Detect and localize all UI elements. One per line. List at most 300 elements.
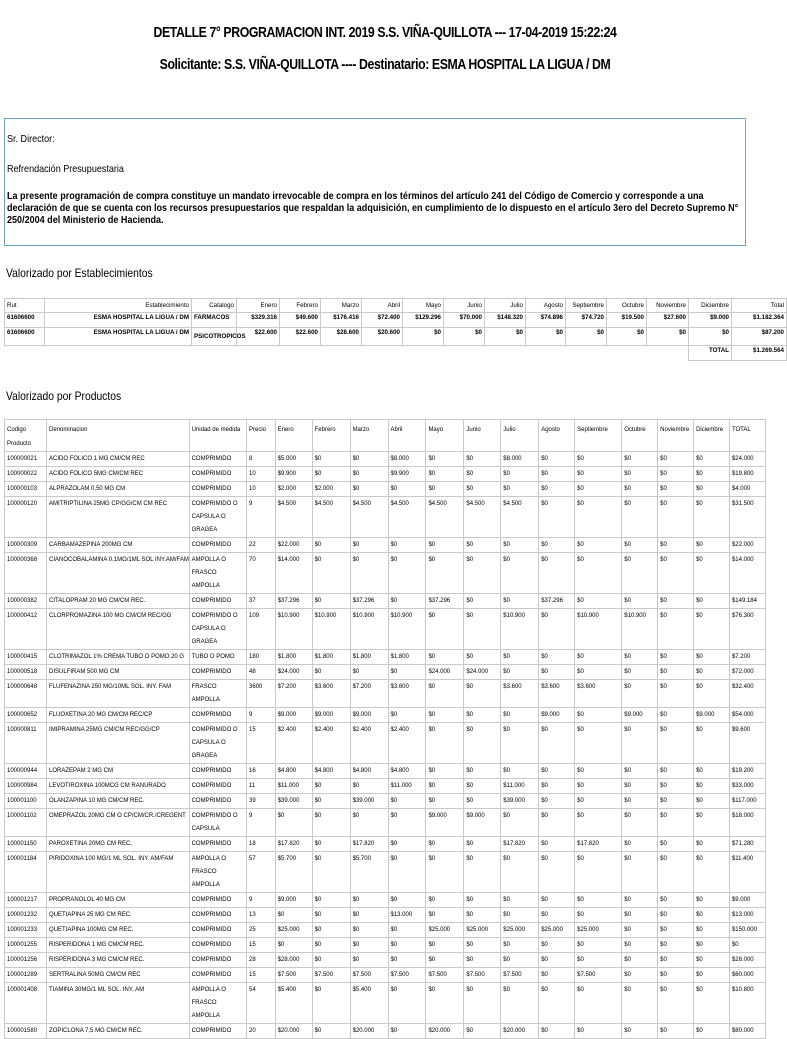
estab-header-cell: Junio bbox=[444, 299, 485, 313]
product-cell: $1.800 bbox=[350, 650, 388, 665]
estab-empty-cell bbox=[647, 346, 689, 361]
estab-cell: $74.720 bbox=[566, 313, 607, 328]
product-cell: $0 bbox=[464, 908, 501, 923]
product-cell: $4.800 bbox=[312, 764, 350, 779]
product-cell: COMPRIMIDO bbox=[189, 794, 246, 809]
product-cell: ACIDO FOLICO 1 MG CM/CM REC bbox=[47, 452, 190, 467]
estab-cell: ESMA HOSPITAL LA LIGUA / DM bbox=[45, 313, 192, 328]
product-cell: $0 bbox=[539, 837, 575, 852]
product-cell: PROPRANOLOL 40 MG CM bbox=[47, 893, 190, 908]
product-cell: $3.600 bbox=[388, 680, 426, 708]
product-cell: $25.000 bbox=[464, 923, 501, 938]
product-cell: $0 bbox=[388, 809, 426, 837]
product-cell: $0 bbox=[622, 452, 658, 467]
product-row bbox=[5, 497, 766, 538]
product-cell: 57 bbox=[247, 852, 276, 893]
estab-cell: 61606600 bbox=[5, 328, 45, 346]
products-table bbox=[4, 419, 766, 1039]
product-cell: 100001256 bbox=[5, 953, 47, 968]
product-cell: $0 bbox=[350, 538, 388, 553]
product-cell: $37.296 bbox=[350, 594, 388, 609]
product-cell: $0 bbox=[694, 680, 730, 708]
estab-total-value: $1.269.564 bbox=[732, 346, 787, 361]
product-cell: $9.000 bbox=[426, 809, 464, 837]
product-cell: $39.000 bbox=[501, 794, 539, 809]
estab-header-cell: Noviembre bbox=[647, 299, 689, 313]
product-cell: $0 bbox=[658, 708, 694, 723]
product-cell: COMPRIMIDO bbox=[189, 764, 246, 779]
product-cell: $19.200 bbox=[729, 764, 765, 779]
product-cell: 100000984 bbox=[5, 779, 47, 794]
product-cell: $10.800 bbox=[729, 983, 765, 1024]
estab-empty-cell bbox=[526, 346, 566, 361]
estab-cell: $129.296 bbox=[403, 313, 444, 328]
product-cell: $0 bbox=[388, 893, 426, 908]
product-cell: $117.000 bbox=[729, 794, 765, 809]
product-cell: $0 bbox=[539, 938, 575, 953]
product-cell: $0 bbox=[539, 609, 575, 650]
product-cell: $0 bbox=[350, 908, 388, 923]
product-cell: $7.200 bbox=[275, 680, 312, 708]
product-cell: $0 bbox=[426, 723, 464, 764]
product-cell: $8.000 bbox=[388, 452, 426, 467]
product-cell: COMPRIMIDO O CAPSULA bbox=[189, 809, 246, 837]
product-cell: $0 bbox=[694, 452, 730, 467]
product-cell: COMPRIMIDO O CAPSULA O GRAGEA bbox=[189, 609, 246, 650]
product-cell: $0 bbox=[622, 809, 658, 837]
product-row bbox=[5, 467, 766, 482]
product-cell: AMITRIPTILINA 25MG CP/GG/CM CM REC bbox=[47, 497, 190, 538]
product-cell: $0 bbox=[350, 953, 388, 968]
prod-section-title: Valorizado por Productos bbox=[6, 389, 122, 403]
product-cell: $0 bbox=[426, 938, 464, 953]
product-cell: 8 bbox=[247, 452, 276, 467]
product-cell: $2.400 bbox=[275, 723, 312, 764]
product-cell: TIAMINA 30MG/1 ML SOL. INY. AM bbox=[47, 983, 190, 1024]
estab-header-cell: Enero bbox=[237, 299, 280, 313]
product-cell: $0 bbox=[464, 938, 501, 953]
estab-cell: $0 bbox=[485, 328, 526, 346]
product-cell: $7.500 bbox=[426, 968, 464, 983]
estab-cell: $28.600 bbox=[321, 328, 362, 346]
product-cell: $0 bbox=[312, 983, 350, 1024]
product-cell: COMPRIMIDO bbox=[189, 893, 246, 908]
estab-header-cell: Febrero bbox=[280, 299, 321, 313]
product-cell: $2.000 bbox=[312, 482, 350, 497]
product-cell: QUETIAPINA 100MG CM REC. bbox=[47, 923, 190, 938]
product-cell: $0 bbox=[312, 908, 350, 923]
product-cell: $0 bbox=[658, 938, 694, 953]
product-cell: $0 bbox=[575, 708, 622, 723]
estab-empty-cell bbox=[192, 346, 237, 361]
product-cell: $0 bbox=[539, 553, 575, 594]
prod-header-cell: Julio bbox=[501, 420, 539, 452]
product-cell: $0 bbox=[312, 938, 350, 953]
product-cell: RISPERIDONA 1 MG CM/CM REC. bbox=[47, 938, 190, 953]
product-cell: 100001184 bbox=[5, 852, 47, 893]
product-cell: COMPRIMIDO bbox=[189, 467, 246, 482]
estab-empty-cell bbox=[444, 346, 485, 361]
estab-cell: $0 bbox=[444, 328, 485, 346]
estab-empty-cell bbox=[566, 346, 607, 361]
product-cell: 22 bbox=[247, 538, 276, 553]
product-cell: 54 bbox=[247, 983, 276, 1024]
prod-header-cell: Noviembre bbox=[658, 420, 694, 452]
product-cell: 100000944 bbox=[5, 764, 47, 779]
product-cell: $0 bbox=[622, 968, 658, 983]
product-cell: $0 bbox=[658, 594, 694, 609]
product-cell: 100000648 bbox=[5, 680, 47, 708]
product-cell: $0 bbox=[539, 983, 575, 1024]
product-cell: $0 bbox=[539, 723, 575, 764]
product-cell: $20.000 bbox=[275, 1024, 312, 1039]
estab-header-cell: Rut bbox=[5, 299, 45, 313]
product-cell: $25.000 bbox=[575, 923, 622, 938]
product-cell: $0 bbox=[658, 893, 694, 908]
product-cell: $0 bbox=[501, 852, 539, 893]
product-cell: $4.500 bbox=[312, 497, 350, 538]
prod-header-cell: Agosto bbox=[539, 420, 575, 452]
product-cell: 100001233 bbox=[5, 923, 47, 938]
product-cell: $0 bbox=[575, 482, 622, 497]
product-cell: $0 bbox=[426, 764, 464, 779]
product-row bbox=[5, 938, 766, 953]
product-cell: $0 bbox=[575, 723, 622, 764]
product-cell: $4.800 bbox=[388, 764, 426, 779]
product-cell: $4.500 bbox=[464, 497, 501, 538]
product-cell: $149.184 bbox=[729, 594, 765, 609]
estab-empty-cell bbox=[237, 346, 280, 361]
product-cell: $5.700 bbox=[350, 852, 388, 893]
product-cell: $4.500 bbox=[501, 497, 539, 538]
estab-empty-cell bbox=[362, 346, 403, 361]
product-cell: $0 bbox=[388, 594, 426, 609]
product-cell: DISULFIRAM 500 MG CM bbox=[47, 665, 190, 680]
product-cell: PAROXETINA 20MG CM REC. bbox=[47, 837, 190, 852]
product-cell: 16 bbox=[247, 764, 276, 779]
product-cell: $0 bbox=[426, 482, 464, 497]
product-cell: $0 bbox=[694, 908, 730, 923]
product-cell: $0 bbox=[694, 809, 730, 837]
estab-cell: $176.416 bbox=[321, 313, 362, 328]
product-cell: $0 bbox=[350, 779, 388, 794]
product-cell: $1.800 bbox=[312, 650, 350, 665]
product-cell: $0 bbox=[501, 553, 539, 594]
product-cell: $19.800 bbox=[729, 467, 765, 482]
product-cell: 15 bbox=[247, 938, 276, 953]
product-cell: $0 bbox=[575, 908, 622, 923]
product-cell: $3.600 bbox=[312, 680, 350, 708]
product-cell: 100001580 bbox=[5, 1024, 47, 1039]
product-cell: $0 bbox=[275, 809, 312, 837]
product-cell: $0 bbox=[388, 665, 426, 680]
estab-empty-cell bbox=[45, 346, 192, 361]
product-cell: 100000412 bbox=[5, 609, 47, 650]
product-cell: $17.820 bbox=[350, 837, 388, 852]
product-cell: $0 bbox=[464, 779, 501, 794]
product-cell: $0 bbox=[694, 953, 730, 968]
product-cell: $0 bbox=[350, 665, 388, 680]
product-cell: $10.900 bbox=[388, 609, 426, 650]
prod-header-cell: Marzo bbox=[350, 420, 388, 452]
product-cell: $0 bbox=[464, 708, 501, 723]
product-cell: $13.000 bbox=[388, 908, 426, 923]
product-cell: 13 bbox=[247, 908, 276, 923]
prod-header-cell: Octubre bbox=[622, 420, 658, 452]
product-cell: $0 bbox=[575, 665, 622, 680]
product-cell: $0 bbox=[539, 467, 575, 482]
estab-cell: $20.600 bbox=[362, 328, 403, 346]
product-cell: $0 bbox=[350, 923, 388, 938]
product-row bbox=[5, 609, 766, 650]
prod-header-cell: Septiembre bbox=[575, 420, 622, 452]
product-cell: $0 bbox=[622, 538, 658, 553]
product-row bbox=[5, 852, 766, 893]
estab-cell: $0 bbox=[526, 328, 566, 346]
product-cell: COMPRIMIDO bbox=[189, 708, 246, 723]
product-cell: $0 bbox=[464, 553, 501, 594]
product-cell: $0 bbox=[388, 482, 426, 497]
product-cell: $37.296 bbox=[426, 594, 464, 609]
product-cell: $10.900 bbox=[575, 609, 622, 650]
product-cell: $0 bbox=[501, 594, 539, 609]
product-cell: 15 bbox=[247, 968, 276, 983]
product-cell: 100001289 bbox=[5, 968, 47, 983]
product-cell: $0 bbox=[426, 779, 464, 794]
product-cell: $0 bbox=[694, 893, 730, 908]
prod-header-cell: Codigo Producto bbox=[5, 420, 47, 452]
product-cell: COMPRIMIDO O CAPSULA O GRAGEA bbox=[189, 497, 246, 538]
estab-row bbox=[5, 313, 787, 328]
estab-empty-cell bbox=[485, 346, 526, 361]
product-cell: $0 bbox=[729, 938, 765, 953]
product-cell: $0 bbox=[501, 665, 539, 680]
product-cell: $0 bbox=[312, 893, 350, 908]
product-cell: $39.000 bbox=[275, 794, 312, 809]
product-cell: $0 bbox=[658, 764, 694, 779]
product-cell: COMPRIMIDO bbox=[189, 923, 246, 938]
product-cell: 9 bbox=[247, 893, 276, 908]
product-cell: $10.900 bbox=[312, 609, 350, 650]
product-cell: $0 bbox=[539, 779, 575, 794]
product-cell: 100001408 bbox=[5, 983, 47, 1024]
product-cell: 100000021 bbox=[5, 452, 47, 467]
product-cell: $20.000 bbox=[350, 1024, 388, 1039]
product-cell: $0 bbox=[694, 609, 730, 650]
product-cell: $4.500 bbox=[350, 497, 388, 538]
product-cell: $0 bbox=[694, 1024, 730, 1039]
product-cell: $0 bbox=[426, 852, 464, 893]
product-cell: $0 bbox=[312, 553, 350, 594]
product-cell: $22.000 bbox=[275, 538, 312, 553]
product-cell: RISPERIDONA 3 MG CM/CM REC. bbox=[47, 953, 190, 968]
product-row bbox=[5, 837, 766, 852]
product-cell: $33.000 bbox=[729, 779, 765, 794]
product-cell: $0 bbox=[388, 923, 426, 938]
product-cell: TUBO O POMO bbox=[189, 650, 246, 665]
product-cell: $0 bbox=[388, 953, 426, 968]
product-cell: 15 bbox=[247, 723, 276, 764]
product-cell: $2.400 bbox=[350, 723, 388, 764]
estab-cell: $74.896 bbox=[526, 313, 566, 328]
product-cell: COMPRIMIDO bbox=[189, 594, 246, 609]
product-cell: $0 bbox=[539, 1024, 575, 1039]
product-cell: $9.000 bbox=[275, 893, 312, 908]
product-cell: $25.000 bbox=[501, 923, 539, 938]
product-cell: $0 bbox=[464, 1024, 501, 1039]
estab-cell: $19.500 bbox=[607, 313, 647, 328]
product-cell: $0 bbox=[539, 497, 575, 538]
estab-cell: $49.600 bbox=[280, 313, 321, 328]
product-cell: $3.600 bbox=[575, 680, 622, 708]
product-cell: 28 bbox=[247, 953, 276, 968]
estab-header-cell: Total bbox=[732, 299, 787, 313]
estab-cell: $0 bbox=[689, 328, 732, 346]
product-cell: $0 bbox=[539, 538, 575, 553]
product-cell: $76.300 bbox=[729, 609, 765, 650]
product-cell: $0 bbox=[658, 680, 694, 708]
product-cell: IMIPRAMINA 25MG CM/CM REC/GG/CP bbox=[47, 723, 190, 764]
product-cell: COMPRIMIDO bbox=[189, 1024, 246, 1039]
product-cell: $0 bbox=[575, 452, 622, 467]
estab-cell: $87.200 bbox=[732, 328, 787, 346]
estab-cell: PSICOTROPICOS bbox=[192, 328, 237, 346]
product-cell: $0 bbox=[312, 837, 350, 852]
product-cell: $0 bbox=[426, 983, 464, 1024]
product-cell: $0 bbox=[426, 553, 464, 594]
product-cell: $0 bbox=[658, 723, 694, 764]
product-cell: $0 bbox=[694, 852, 730, 893]
product-cell: 11 bbox=[247, 779, 276, 794]
budget-letter-box bbox=[4, 118, 746, 246]
product-cell: COMPRIMIDO bbox=[189, 779, 246, 794]
estab-cell: $1.182.364 bbox=[732, 313, 787, 328]
product-cell: $0 bbox=[658, 923, 694, 938]
product-row bbox=[5, 968, 766, 983]
product-cell: $9.000 bbox=[622, 708, 658, 723]
product-cell: $32.400 bbox=[729, 680, 765, 708]
product-cell: $0 bbox=[501, 723, 539, 764]
product-cell: $0 bbox=[622, 953, 658, 968]
product-cell: 39 bbox=[247, 794, 276, 809]
product-cell: $0 bbox=[501, 467, 539, 482]
product-cell: $0 bbox=[464, 467, 501, 482]
product-cell: AMPOLLA O FRASCO AMPOLLA bbox=[189, 983, 246, 1024]
product-cell: $0 bbox=[539, 953, 575, 968]
product-cell: $0 bbox=[622, 983, 658, 1024]
product-cell: $2.000 bbox=[275, 482, 312, 497]
product-cell: $18.000 bbox=[729, 809, 765, 837]
product-cell: $25.000 bbox=[426, 923, 464, 938]
estab-header-cell: Julio bbox=[485, 299, 526, 313]
product-cell: $0 bbox=[575, 852, 622, 893]
product-cell: $31.500 bbox=[729, 497, 765, 538]
product-row bbox=[5, 452, 766, 467]
product-cell: $0 bbox=[622, 497, 658, 538]
product-cell: $0 bbox=[622, 467, 658, 482]
product-cell: $0 bbox=[539, 968, 575, 983]
product-cell: $0 bbox=[694, 594, 730, 609]
product-cell: $0 bbox=[575, 794, 622, 809]
product-cell: 100001102 bbox=[5, 809, 47, 837]
product-cell: $0 bbox=[575, 764, 622, 779]
estab-header-cell: Marzo bbox=[321, 299, 362, 313]
product-cell: $0 bbox=[622, 852, 658, 893]
letter-salutation: Sr. Director: bbox=[7, 133, 55, 145]
product-cell: $0 bbox=[350, 452, 388, 467]
prod-header-cell: Enero bbox=[275, 420, 312, 452]
estab-section-title: Valorizado por Establecimientos bbox=[6, 266, 153, 280]
product-cell: 180 bbox=[247, 650, 276, 665]
product-cell: $0 bbox=[388, 1024, 426, 1039]
product-cell: $0 bbox=[312, 1024, 350, 1039]
product-cell: $0 bbox=[575, 497, 622, 538]
product-cell: OMEPRAZOL 20MG CM O CP/CM/CR./CREGENT bbox=[47, 809, 190, 837]
prod-header-cell: Diciembre bbox=[694, 420, 730, 452]
product-cell: COMPRIMIDO bbox=[189, 938, 246, 953]
product-cell: $0 bbox=[539, 794, 575, 809]
product-cell: $0 bbox=[694, 764, 730, 779]
product-cell: $5.000 bbox=[275, 452, 312, 467]
product-cell: $0 bbox=[694, 467, 730, 482]
product-cell: $0 bbox=[694, 923, 730, 938]
product-cell: $20.000 bbox=[501, 1024, 539, 1039]
product-cell: $0 bbox=[622, 938, 658, 953]
product-cell: $5.400 bbox=[350, 983, 388, 1024]
product-cell: $0 bbox=[658, 983, 694, 1024]
product-cell: $39.000 bbox=[350, 794, 388, 809]
product-cell: $4.000 bbox=[729, 482, 765, 497]
product-cell: $37.296 bbox=[275, 594, 312, 609]
product-row bbox=[5, 983, 766, 1024]
product-cell: 100000652 bbox=[5, 708, 47, 723]
prod-header-cell: Abril bbox=[388, 420, 426, 452]
product-cell: $0 bbox=[575, 953, 622, 968]
product-cell: COMPRIMIDO bbox=[189, 968, 246, 983]
product-cell: $11.000 bbox=[501, 779, 539, 794]
product-cell: AMPOLLA O FRASCO AMPOLLA bbox=[189, 553, 246, 594]
product-cell: $0 bbox=[464, 953, 501, 968]
product-cell: $0 bbox=[575, 467, 622, 482]
product-cell: $0 bbox=[312, 923, 350, 938]
product-cell: $24.000 bbox=[275, 665, 312, 680]
product-cell: $0 bbox=[575, 650, 622, 665]
product-cell: $4.500 bbox=[388, 497, 426, 538]
product-cell: $0 bbox=[275, 908, 312, 923]
product-cell: $0 bbox=[501, 809, 539, 837]
product-cell: 9 bbox=[247, 497, 276, 538]
estab-cell: $70.000 bbox=[444, 313, 485, 328]
product-cell: $0 bbox=[388, 983, 426, 1024]
product-cell: $0 bbox=[350, 553, 388, 594]
product-cell: $2.400 bbox=[312, 723, 350, 764]
product-cell: $0 bbox=[539, 650, 575, 665]
product-cell: $7.500 bbox=[350, 968, 388, 983]
product-cell: 100000415 bbox=[5, 650, 47, 665]
product-cell: $2.400 bbox=[388, 723, 426, 764]
product-cell: $0 bbox=[622, 893, 658, 908]
product-cell: $0 bbox=[658, 467, 694, 482]
product-cell: $0 bbox=[501, 953, 539, 968]
product-cell: COMPRIMIDO O CAPSULA O GRAGEA bbox=[189, 723, 246, 764]
product-cell: $9.000 bbox=[350, 708, 388, 723]
product-cell: $10.900 bbox=[501, 609, 539, 650]
product-cell: $0 bbox=[575, 594, 622, 609]
prod-header-cell: Junio bbox=[464, 420, 501, 452]
product-cell: $54.000 bbox=[729, 708, 765, 723]
product-cell: $9.900 bbox=[388, 467, 426, 482]
product-cell: $0 bbox=[658, 497, 694, 538]
